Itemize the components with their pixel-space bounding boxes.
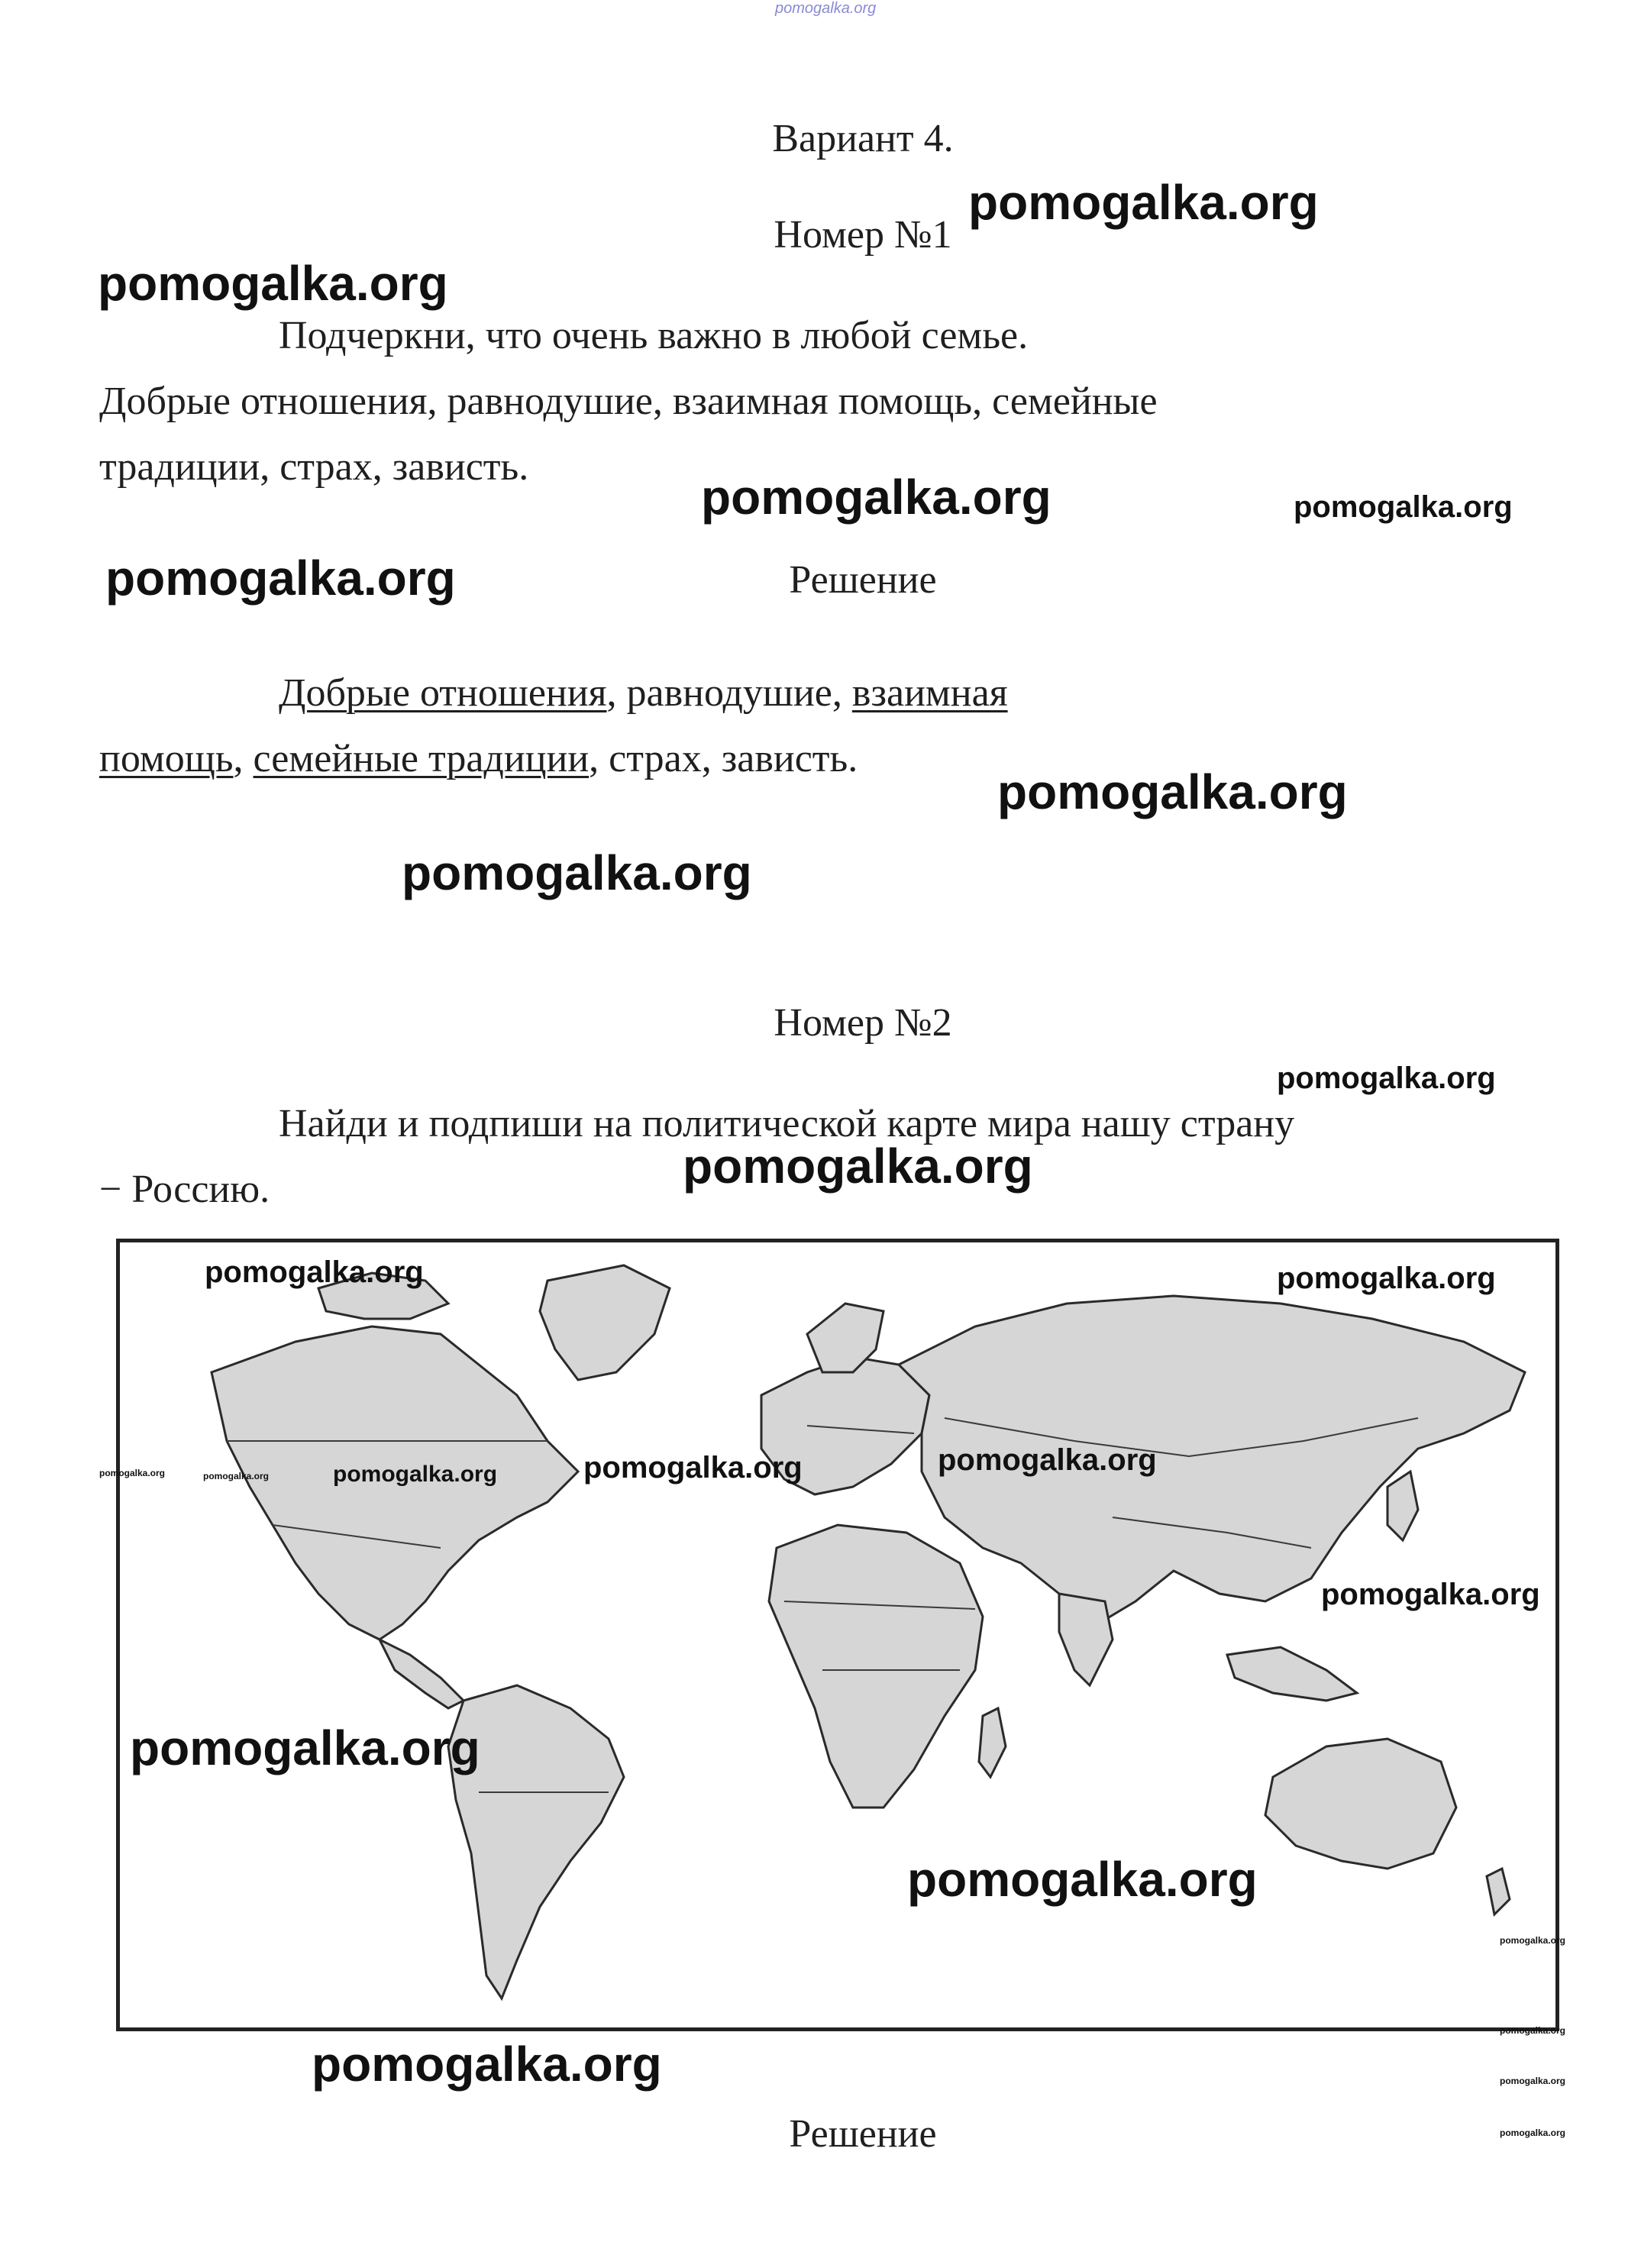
answer-sep2: , xyxy=(233,737,254,780)
answer-traditions: семейные традиции xyxy=(253,737,590,780)
watermark: pomogalka.org xyxy=(203,1471,270,1481)
africa xyxy=(769,1525,983,1808)
watermark: pomogalka.org xyxy=(907,1852,1258,1907)
watermark: pomogalka.org xyxy=(583,1451,803,1485)
task1-solution-title: Решение xyxy=(789,558,937,602)
task2-prompt-line1: Найди и подпиши на политической карте мира нашу страну xyxy=(279,1102,1295,1145)
variant-title: Вариант 4. xyxy=(772,117,954,160)
australia xyxy=(1265,1739,1456,1869)
watermark: pomogalka.org xyxy=(683,1139,1033,1194)
watermark: pomogalka.org xyxy=(130,1720,480,1775)
task1-options-line1: Добрые отношения, равнодушие, взаимная помощь, семейные xyxy=(99,380,1158,423)
central-america xyxy=(380,1640,464,1708)
watermark: pomogalka.org xyxy=(1500,2076,1566,2086)
watermark: pomogalka.org xyxy=(333,1462,498,1487)
watermark: pomogalka.org xyxy=(1500,2025,1566,2036)
task1-options-line2: традиции, страх, зависть. xyxy=(99,445,529,489)
japan xyxy=(1387,1472,1418,1540)
new-zealand xyxy=(1487,1869,1510,1914)
se-asia-islands xyxy=(1227,1647,1357,1701)
watermark: pomogalka.org xyxy=(402,845,752,900)
watermark: pomogalka.org xyxy=(701,470,1051,525)
watermark: pomogalka.org xyxy=(1500,2127,1566,2138)
task2-prompt-line2: − Россию. xyxy=(99,1168,270,1211)
watermark: pomogalka.org xyxy=(205,1255,424,1289)
watermark: pomogalka.org xyxy=(997,764,1348,819)
watermark: pomogalka.org xyxy=(312,2037,662,2092)
watermark: pomogalka.org xyxy=(1294,490,1513,524)
greenland xyxy=(540,1265,670,1380)
world-map xyxy=(116,1239,1559,2031)
watermark: pomogalka.org xyxy=(99,1468,166,1478)
task1-title: Номер №1 xyxy=(774,213,952,257)
watermark: pomogalka.org xyxy=(1277,1061,1496,1095)
watermark: pomogalka.org xyxy=(105,551,456,606)
task1-answer-line2 xyxy=(99,736,858,781)
task2-title: Номер №2 xyxy=(774,1001,952,1045)
answer-tail: , страх, зависть. xyxy=(589,737,858,780)
watermark: pomogalka.org xyxy=(1321,1578,1540,1611)
answer-sep1: , равнодушие, xyxy=(606,671,852,715)
watermark: pomogalka.org xyxy=(98,256,448,311)
task2-solution-title: Решение xyxy=(789,2112,937,2156)
watermark: pomogalka.org xyxy=(1500,1935,1566,1946)
answer-mutual: взаимная xyxy=(851,671,1008,715)
task1-answer-line1 xyxy=(279,670,1008,716)
watermark: pomogalka.org xyxy=(938,1443,1157,1477)
answer-help: помощь xyxy=(99,737,234,780)
task1-prompt: Подчеркни, что очень важно в любой семье. xyxy=(279,314,1029,357)
answer-good-relations: Добрые отношения xyxy=(279,671,607,715)
india xyxy=(1059,1594,1113,1685)
watermark: pomogalka.org xyxy=(968,175,1319,230)
watermark-top: pomogalka.org xyxy=(775,0,877,17)
madagascar xyxy=(979,1708,1006,1777)
watermark: pomogalka.org xyxy=(1277,1262,1496,1295)
world-map-icon xyxy=(120,1242,1555,2027)
